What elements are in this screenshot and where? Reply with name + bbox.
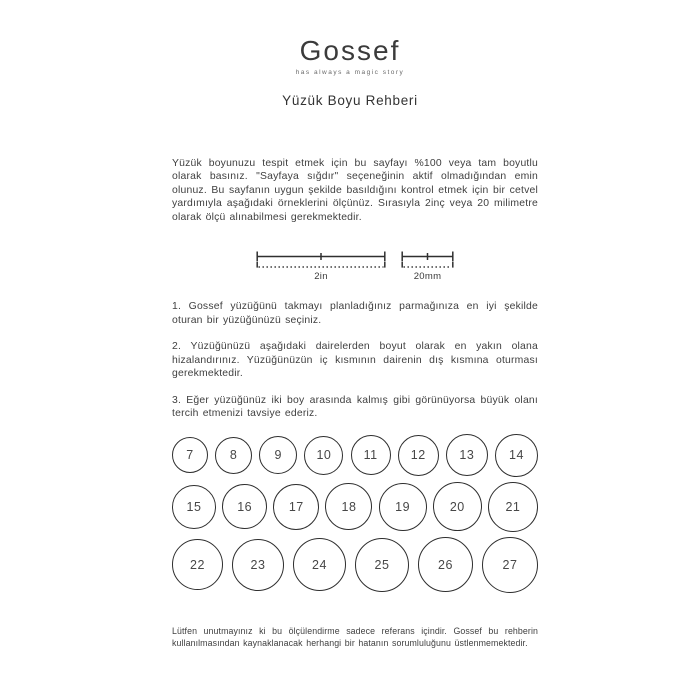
ring-size-number: 27	[502, 557, 518, 572]
ring-size-circle	[172, 437, 208, 473]
ring-size-circle	[293, 538, 346, 591]
ring-size-number: 19	[395, 499, 411, 514]
ring-size-circle	[222, 484, 267, 529]
ring-size-circle	[273, 484, 319, 530]
ring-size-number: 23	[250, 557, 266, 572]
ring-size-number: 16	[237, 499, 253, 514]
ruler-figure	[256, 250, 386, 282]
ring-size-number: 11	[363, 448, 378, 463]
intro-paragraph: Yüzük boyunuzu tespit etmek için bu sayfayı %100 veya tam boyutlu olarak basınız. "Sayfaya sığdır" seçeneğinin aktif olmadığından emin olunuz. Bu sayfanın uygun şekilde basıldığını kontrol etmek için bir cetvel yardımıyla aşağıdaki örneklerini ölçünüz. Sırasıyla 2inç veya 20 milimetre olarak ölçü alınabilmesi gerekmektedir.	[172, 157, 538, 223]
ring-size-number: 21	[505, 499, 521, 514]
ring-size-circle	[418, 537, 473, 592]
calibration-rulers	[172, 250, 538, 282]
content-column	[172, 157, 538, 649]
ring-size-number: 15	[186, 499, 202, 514]
ruler-figure	[401, 250, 454, 282]
ring-size-number: 20	[449, 499, 465, 514]
ruler-drawing	[256, 250, 386, 270]
ring-size-number: 26	[438, 557, 453, 572]
ring-size-circle	[351, 435, 391, 475]
ring-size-circle	[259, 436, 297, 474]
ring-size-circle	[232, 539, 284, 591]
ruler-label: 2in	[314, 271, 328, 283]
instruction-step: 2. Yüzüğünüzü aşağıdaki dairelerden boyut olarak en yakın olana hizalandırınız. Yüzüğünüzün iç kısmının dairenin dış kısmına oturması gerekmektedir.	[172, 341, 538, 380]
ring-size-number: 9	[274, 448, 282, 463]
ring-row	[172, 537, 538, 593]
ring-size-circle	[355, 538, 409, 592]
ring-size-number: 18	[341, 499, 357, 514]
ring-size-number: 25	[374, 557, 390, 572]
ring-size-circle	[172, 485, 216, 529]
ring-size-circle	[304, 436, 343, 475]
ring-size-number: 10	[316, 448, 332, 463]
instruction-step: 3. Eğer yüzüğünüz iki boy arasında kalmış gibi görünüyorsa büyük olanı tercih etmenizi tavsiye ederiz.	[172, 394, 538, 420]
ring-size-circle	[482, 537, 538, 593]
ring-size-circle	[172, 539, 223, 590]
ring-size-circle	[446, 434, 488, 476]
ring-size-number: 7	[186, 448, 194, 463]
ring-row	[172, 482, 538, 532]
ring-size-circle	[433, 482, 482, 531]
ring-size-circle	[495, 434, 538, 477]
ruler-drawing	[401, 250, 454, 270]
instruction-steps	[172, 300, 538, 421]
header	[0, 0, 700, 108]
ring-size-chart	[172, 434, 538, 593]
ring-size-number: 12	[410, 448, 426, 463]
ruler-label: 20mm	[413, 271, 442, 283]
ring-size-number: 17	[288, 499, 304, 514]
ring-size-circle	[379, 483, 427, 531]
ring-size-circle	[488, 482, 538, 532]
disclaimer-text: Lütfen unutmayınız ki bu ölçülendirme sadece referans içindir. Gossef bu rehberin kullanılmasından kaynaklanacak herhangi bir hatanın sorumluluğunu üstlenmemektedir.	[172, 625, 538, 648]
ring-size-circle	[325, 483, 372, 530]
instruction-step: 1. Gossef yüzüğünü takmayı planladığınız parmağınıza en iyi şekilde oturan bir yüzüğünüzü seçiniz.	[172, 301, 538, 326]
ring-size-number: 8	[229, 448, 238, 463]
ring-size-number: 13	[459, 448, 475, 463]
ring-size-circle	[398, 435, 439, 476]
ring-size-circle	[215, 437, 252, 474]
brand-tagline: has always a magic story	[295, 68, 405, 76]
ring-size-number: 22	[190, 557, 205, 572]
ring-size-number: 14	[509, 448, 524, 463]
page-title: Yüzük Boyu Rehberi	[282, 92, 418, 108]
brand-logo: Gossef	[299, 35, 401, 66]
ring-row	[172, 434, 538, 477]
ring-size-number: 24	[312, 557, 327, 572]
